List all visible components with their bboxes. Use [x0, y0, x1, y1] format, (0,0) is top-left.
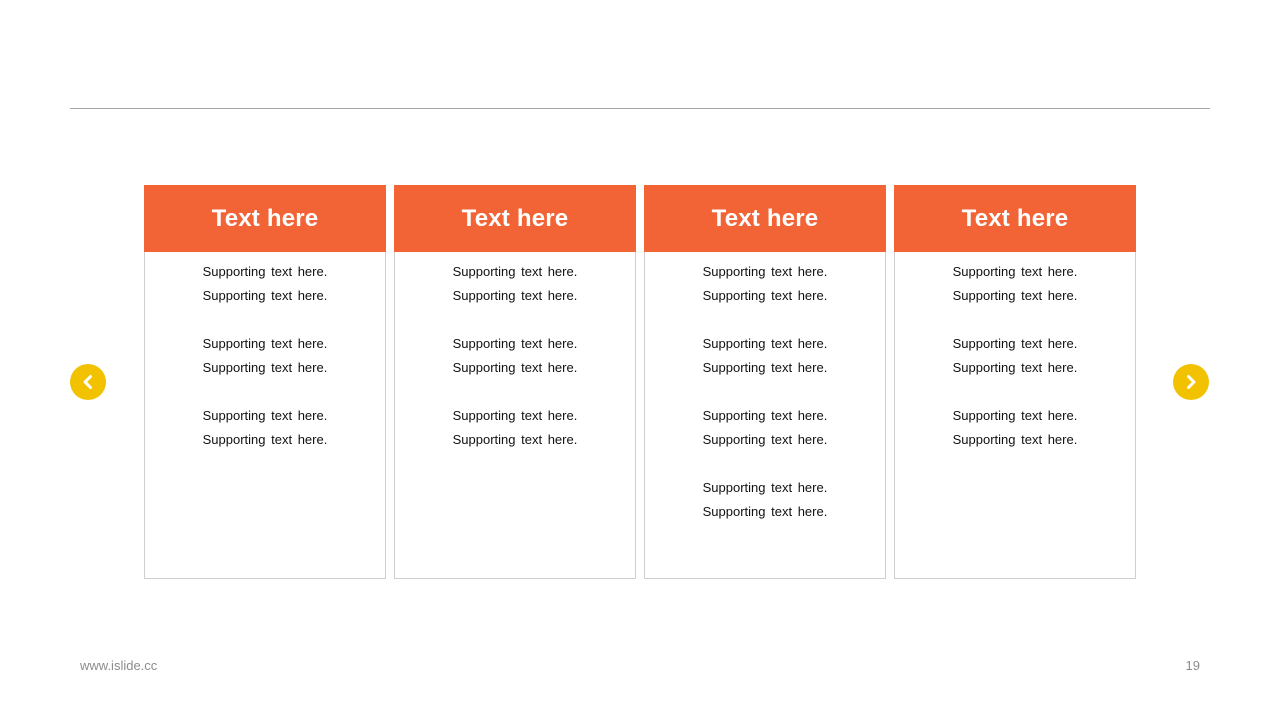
text-group [395, 332, 635, 380]
supporting-text: Supporting text here. [702, 504, 828, 519]
supporting-text: Supporting text here. [702, 288, 828, 303]
next-button[interactable] [1173, 364, 1209, 400]
supporting-text: Supporting text here. [202, 432, 328, 447]
card-header [644, 185, 886, 252]
chevron-left-icon [79, 373, 97, 391]
text-group [895, 332, 1135, 380]
card-title: Text here [461, 204, 569, 232]
card-1 [144, 185, 386, 579]
supporting-text: Supporting text here. [452, 264, 578, 279]
card-row [144, 185, 1136, 579]
text-group [395, 404, 635, 452]
top-divider-line [70, 108, 1210, 109]
chevron-right-icon [1182, 373, 1200, 391]
supporting-text: Supporting text here. [702, 432, 828, 447]
supporting-text: Supporting text here. [952, 288, 1078, 303]
supporting-text: Supporting text here. [952, 336, 1078, 351]
supporting-text: Supporting text here. [702, 336, 828, 351]
text-group [145, 332, 385, 380]
supporting-text: Supporting text here. [452, 432, 578, 447]
supporting-text: Supporting text here. [702, 480, 828, 495]
text-group [895, 260, 1135, 308]
card-body [895, 252, 1135, 452]
card-body [645, 252, 885, 524]
card-header [144, 185, 386, 252]
card-body [395, 252, 635, 452]
card-title: Text here [961, 204, 1069, 232]
supporting-text: Supporting text here. [952, 264, 1078, 279]
text-group [145, 260, 385, 308]
card-title: Text here [211, 204, 319, 232]
card-4 [894, 185, 1136, 579]
text-group [645, 332, 885, 380]
supporting-text: Supporting text here. [202, 408, 328, 423]
supporting-text: Supporting text here. [952, 408, 1078, 423]
supporting-text: Supporting text here. [452, 336, 578, 351]
supporting-text: Supporting text here. [202, 360, 328, 375]
supporting-text: Supporting text here. [452, 408, 578, 423]
supporting-text: Supporting text here. [452, 288, 578, 303]
supporting-text: Supporting text here. [452, 360, 578, 375]
card-title: Text here [711, 204, 819, 232]
supporting-text: Supporting text here. [702, 264, 828, 279]
supporting-text: Supporting text here. [952, 432, 1078, 447]
supporting-text: Supporting text here. [202, 336, 328, 351]
card-header [894, 185, 1136, 252]
card-body [145, 252, 385, 452]
footer-url: www.islide.cc [80, 658, 158, 673]
text-group [145, 404, 385, 452]
supporting-text: Supporting text here. [702, 408, 828, 423]
text-group [645, 476, 885, 524]
text-group [645, 260, 885, 308]
supporting-text: Supporting text here. [202, 264, 328, 279]
text-group [395, 260, 635, 308]
supporting-text: Supporting text here. [952, 360, 1078, 375]
card-2 [394, 185, 636, 579]
page-number: 19 [1185, 658, 1200, 673]
text-group [645, 404, 885, 452]
supporting-text: Supporting text here. [702, 360, 828, 375]
text-group [895, 404, 1135, 452]
previous-button[interactable] [70, 364, 106, 400]
card-header [394, 185, 636, 252]
supporting-text: Supporting text here. [202, 288, 328, 303]
card-3 [644, 185, 886, 579]
